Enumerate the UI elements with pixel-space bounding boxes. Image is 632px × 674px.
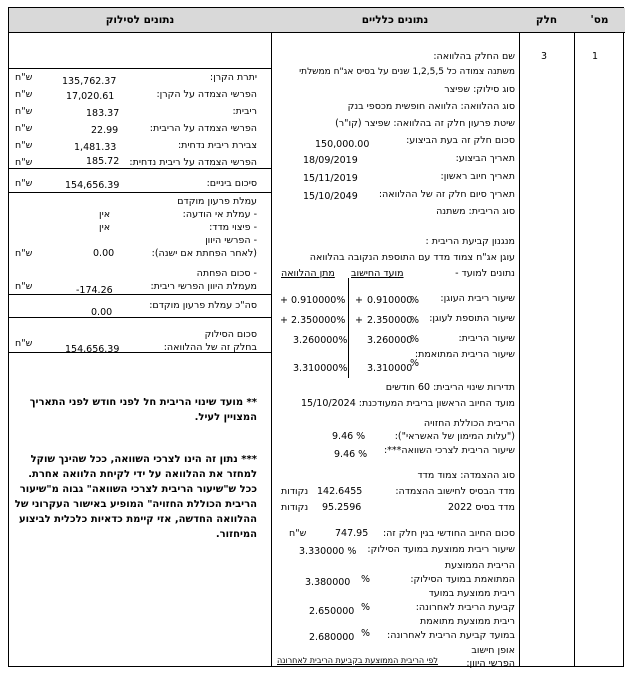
index-type: סוג ההצמדה: צמוד מדד	[417, 470, 515, 481]
header-part: חלק	[519, 8, 574, 33]
currency-label: ש"ח	[15, 106, 33, 117]
rate-calc-value: 3.260000	[367, 335, 413, 346]
col-original-header: מתן ההלוואה	[281, 268, 335, 279]
total-label: סכום הסילוק	[204, 329, 257, 340]
column-divider	[574, 8, 575, 666]
pct-sign: %	[410, 334, 420, 345]
principal-index-label: הפרשי הצמדה על הקרן:	[156, 89, 257, 100]
avg-fix-label: קביעת הריבית לאחרונה:	[415, 602, 515, 613]
repay-divider	[9, 317, 271, 318]
col-calc-header: מועד החישוב	[351, 268, 404, 279]
plus-sign: +	[355, 295, 363, 306]
early-fee-label: עמלת פרעון מוקדם	[177, 196, 257, 207]
rate-orig-value: 0.910000%	[291, 295, 346, 306]
discount-label: - סכום הפחתה	[196, 268, 257, 279]
monthly-charge-label: סכום החיוב החודשי בגין חלק זה:	[382, 528, 515, 539]
rate-orig-value: 3.260000%	[293, 335, 348, 346]
exec-date-value: 18/09/2019	[303, 155, 358, 166]
rate-orig-value: 2.350000%	[291, 315, 346, 326]
loan-part-name-label: שם החלק בהלוואה:	[433, 51, 515, 62]
monthly-charge-value: 747.95	[335, 528, 369, 539]
accrued-value: 1,481.33	[74, 142, 117, 153]
repay-top-rule	[9, 68, 271, 69]
subtotal-label: סיכום ביניים:	[206, 178, 257, 189]
notice-fee-label: - עמלת אי הודעה:	[182, 209, 257, 220]
capital-diff-label: (לאחר הפחתת אם ישנה):	[151, 248, 257, 259]
rate-table-divider	[348, 278, 349, 378]
adj-fix-value: 2.680000	[309, 632, 355, 643]
principal-value: 135,762.37	[62, 76, 117, 87]
repay-divider	[9, 192, 271, 193]
repay-divider	[9, 352, 271, 353]
comp-value: אין	[99, 222, 111, 233]
column-divider	[519, 8, 520, 666]
base-index2-value: 95.2596	[322, 502, 362, 513]
currency-label: ש"ח	[15, 140, 33, 151]
principal-label: יתרת הקרן:	[209, 72, 257, 83]
discount-label: מעמלת היוון הפרשי ריבית:	[150, 281, 257, 292]
subtotal-value: 154,656.39	[65, 180, 120, 191]
adj-fix-label: במועד קביעת הריבית לאחרונה:	[387, 630, 515, 641]
total-fee-value: 0.00	[91, 307, 113, 318]
interest-value: 183.37	[86, 108, 120, 119]
compare-rate-line: שיעור הריבית לצרכי השוואה***:	[383, 445, 515, 456]
loan-type: סוג ההלוואה: הלוואה חופשית מכספי בנק	[347, 101, 515, 112]
avg-fix-label: ריבית ממוצעת במועד	[428, 588, 515, 599]
end-date-value: 15/10/2049	[303, 191, 358, 202]
column-divider	[271, 8, 272, 666]
avg-fix-value: 2.650000	[309, 606, 355, 617]
row-num: 1	[592, 51, 599, 62]
pct-sign: %	[410, 295, 420, 306]
adj-fix-label: ריבית ממוצעת מתואמת	[419, 616, 515, 627]
interest-index-label: הפרשי הצמדה על הריבית:	[149, 123, 257, 134]
rate-row-label: שיעור ריבית העוגן:	[440, 293, 515, 304]
principal-index-value: 17,020.61	[66, 91, 115, 102]
notice-fee-value: אין	[99, 209, 111, 220]
interest-index-value: 22.99	[91, 125, 119, 136]
total-value: 154,656.39	[65, 344, 120, 355]
header-num: מס'	[574, 8, 625, 33]
points-label: נקודות	[281, 486, 309, 497]
compare-rate-value: 9.46 %	[334, 449, 368, 460]
repay-divider	[9, 294, 271, 295]
capital-diff-label: הפרשי היוון:	[466, 658, 515, 669]
comp-label: - פיצוי מדד:	[209, 222, 257, 233]
exec-date-label: תאריך הביצוע:	[455, 153, 515, 164]
pct-sign: %	[361, 574, 371, 585]
pct-sign: %	[410, 358, 420, 369]
mechanism-line2: נתונים למועד -	[455, 268, 515, 279]
calc-method-label: אופן חישוב	[471, 645, 515, 656]
pct-sign: %	[361, 628, 371, 639]
base-index-value: 142.6455	[317, 486, 363, 497]
currency-label: ש"ח	[15, 338, 33, 349]
plus-sign: +	[355, 315, 363, 326]
current-rate-line1: ("עלות המימון של האשראי"):	[394, 431, 515, 442]
plus-sign: +	[280, 295, 288, 306]
header-repayment: נתונים לסילוק	[9, 8, 271, 33]
part-amount-value: 150,000.00	[315, 139, 370, 150]
avg-rate-label: שיעור ריבית ממוצעת במועד הסילוק:	[367, 544, 515, 555]
rate-calc-value: 0.910000	[367, 295, 413, 306]
pct-sign: %	[361, 602, 371, 613]
total-label: בחלק זה של ההלוואה:	[163, 342, 257, 353]
plus-sign: +	[280, 315, 288, 326]
accrued-label: צבירת ריבית נדחית:	[177, 140, 257, 151]
end-date-label: תאריך סיום חלק זה של ההלוואה:	[378, 189, 515, 200]
currency-label: ש"ח	[15, 248, 33, 259]
note-comparison: *** נתון זה הינו לצרכי השוואה, ככל שהינך שוקל למחזר את ההלוואה על ידי לקיחת הלוואה אחרת. ככל ש"שיעור הריבית לצרכי השוואה" גבוה מ"שיעור הריבית הכוללת החזויה" המופיע באישור העקרוני של ההלוואה החדשה, אזי קיימת כדאיות כלכלית לביצוע המיחזור.	[14, 454, 257, 540]
currency-label: ש"ח	[15, 157, 33, 168]
currency-label: ש"ח	[289, 528, 307, 539]
pct-sign: %	[410, 315, 420, 326]
repayment-type: סוג סילוק: שפיצר	[444, 84, 515, 95]
base-index2-label: מדד בסיס 2022	[448, 502, 515, 513]
repayment-method: שיטת פרעון חלק זה בהלוואה: שפיצר (קו"ר)	[335, 118, 515, 129]
currency-label: ש"ח	[15, 89, 33, 100]
row-part: 3	[541, 51, 548, 62]
header-general: נתונים כלליים	[271, 8, 519, 33]
rate-calc-value: 2.350000	[367, 315, 413, 326]
accrued-index-label: הפרשי הצמדה על ריבית נדחית:	[129, 157, 257, 168]
rate-row-label: שיעור התוספת לעוגן:	[429, 313, 515, 324]
rate-calc-value: 3.310000	[367, 363, 413, 374]
loan-part-name-value: משתנה צמודה כל 1,2,5,5 שנים על בסיס אג"ח ממשלתי	[299, 67, 515, 77]
capital-diff-value: לפי הריבית הממוצעת בקביעת הריבית לאחרונה	[277, 656, 438, 665]
currency-label: ש"ח	[15, 281, 33, 292]
accrued-index-value: 185.72	[86, 156, 120, 167]
note-rate-change: ** מועד שינוי הריבית חל לפני חודש לפני התאריך המצויין לעיל.	[29, 397, 257, 423]
first-charge-label: תאריך חיוב ראשון:	[440, 171, 515, 182]
repayment-table	[8, 7, 624, 667]
mechanism-label: מנגנון קביעת הריבית :	[425, 236, 515, 247]
adj-avg-value: 3.380000	[305, 577, 351, 588]
rate-type: סוג הריבית: משתנה	[436, 206, 515, 217]
rate-row-label: שיעור הריבית המתואמת:	[414, 349, 515, 360]
first-charge-value: 15/11/2019	[303, 173, 358, 184]
currency-label: ש"ח	[15, 178, 33, 189]
total-fee-label: סה"כ עמלת פרעון מוקדם:	[149, 300, 257, 311]
rate-row-label: שיעור הריבית:	[458, 333, 515, 344]
points-label: נקודות	[281, 502, 309, 513]
repay-divider	[9, 168, 271, 169]
current-rate-value: 9.46 %	[332, 431, 366, 442]
capital-diff-value: 0.00	[93, 248, 115, 259]
discount-value: -174.26	[76, 285, 113, 296]
rate-orig-value: 3.310000%	[293, 363, 348, 374]
next-change-date: מועד החיוב הראשון בריבית המעודכנת: 15/10/2024	[301, 398, 515, 409]
current-rate-title: הריבית הכוללת החזויה	[423, 418, 515, 429]
avg-rate-value: 3.330000 %	[299, 546, 357, 557]
capital-diff-label: - הפרשי היוון	[205, 235, 257, 246]
change-frequency: תדירות שינוי הריבית: 60 חודשים	[385, 382, 515, 393]
mechanism-line1: עוגן אג"ח צמוד מדד עם התוספת הנקובה בהלוואה	[309, 252, 515, 263]
currency-label: ש"ח	[15, 72, 33, 83]
interest-label: ריבית:	[232, 106, 257, 117]
part-amount-label: סכום חלק זה בעת הביצוע:	[406, 135, 515, 146]
base-index-label: מדד הבסיס לחישוב ההצמדה:	[395, 486, 515, 497]
currency-label: ש"ח	[15, 123, 33, 134]
adj-avg-title: הריבית הממוצעת	[444, 560, 515, 571]
adj-avg-label: המתואמת במועד הסילוק:	[410, 574, 515, 585]
